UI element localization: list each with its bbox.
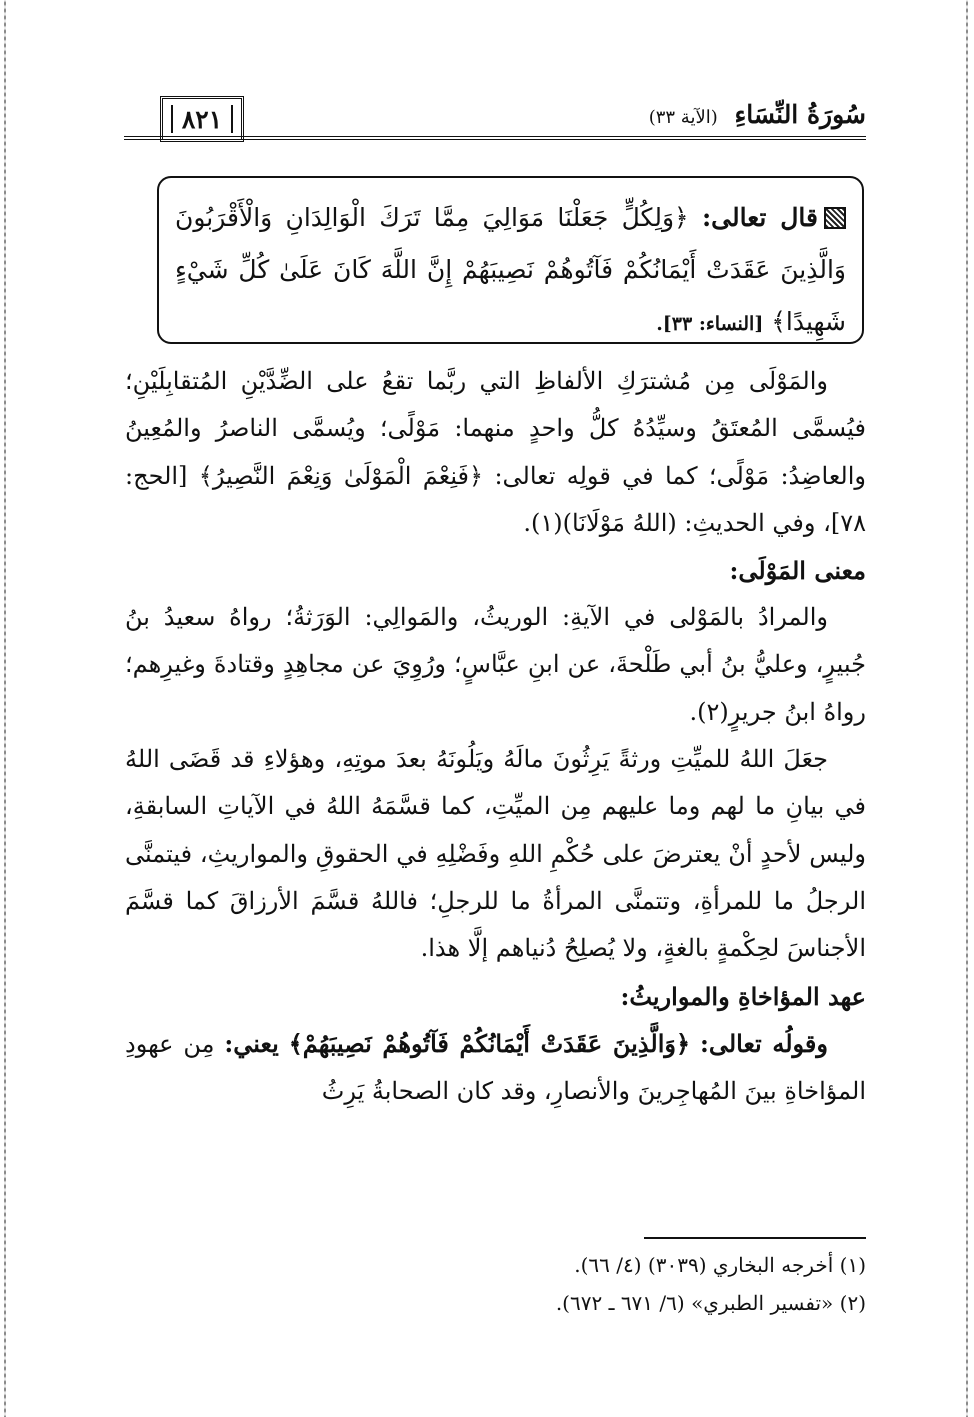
verse-citation: [النساء: ٣٣]. — [656, 313, 764, 335]
lead-phrase: وقولُه تعالى: — [699, 1028, 828, 1058]
paragraph: والمَوْلَى مِن مُشترَكِ الألفاظِ التي ربَّما تقعُ على الضِّدَّيْنِ المُتقابِلَيْنِ؛ فيُسمَّى المُعتَقُ وسيِّدُهُ كلُّ واحدٍ منهما: مَوْلًى؛ ويُسمَّى الناصرُ والمُعِينُ والعاضِدُ: مَوْلًى؛ كما في قولِه تعالى: ﴿فَنِعْمَ الْمَوْلَىٰ وَنِعْمَ النَّصِيرُ﴾ [الحج: ٧٨]، وفي الحديثِ: (اللهُ مَوْلَانَا)(١). — [125, 367, 866, 537]
ornament-icon — [824, 207, 846, 229]
paragraph: والمرادُ بالمَوْلى في الآيةِ: الوريثُ، والمَوالِي: الوَرَثةُ؛ رواهُ سعيدُ بنُ جُبيرٍ، وعليُّ بنُ أبي طَلْحةَ، عن ابنِ عبَّاسٍ؛ ورُوِيَ عن مجاهِدٍ وقتادةَ وغيرِهم؛ رواهُ ابنُ جريرٍ(٢). — [125, 603, 866, 726]
paragraph-text: مِن عهودِ المؤاخاةِ بينَ المُهاجِرينَ والأنصارِ، وقد كان الصحابةُ يَرِثُ — [125, 1029, 866, 1105]
verse-box — [157, 176, 864, 344]
footnote-rule — [644, 1237, 866, 1239]
footnote: (١) أخرجه البخاري (٣٠٣٩) (٤/ ٦٦). — [574, 1253, 866, 1277]
section-heading: معنى المَوْلَى: — [729, 556, 866, 586]
paragraph — [125, 1020, 866, 1116]
lead-phrase: يعني: — [224, 1028, 279, 1058]
surah-title: سُورَةُ النِّسَاءِ — [734, 100, 866, 129]
footnotes — [140, 1246, 866, 1322]
verse-intro: قال تعالى: — [701, 203, 818, 232]
header-rule — [124, 136, 866, 140]
paragraph: جعَلَ اللهُ للميِّتِ ورثةً يَرِثُونَ مالَهُ ويَلُونَهُ بعدَ موتِهِ، وهؤلاءِ قد قَضَى اللهُ في بيانِ ما لهم وما عليهم مِن الميِّتِ، كما قسَّمَهُ اللهُ في الآياتِ السابقةِ، وليس لأحدٍ أنْ يعترضَ على حُكْمِ اللهِ وفَضْلِهِ في الحقوقِ والمواريثِ، فيتمنَّى الرجلُ ما للمرأةِ، وتتمنَّى المرأةُ ما للرجلِ؛ فاللهُ قسَّمَ الأرزاقَ كما قسَّمَ الأجناسَ لحِكْمةٍ بالغةٍ، ولا يُصلِحُ دُنياهم إلَّا هذا. — [125, 745, 866, 963]
ayah-reference: (الآية ٣٣) — [648, 107, 718, 128]
verse-text: ﴿وَلِكُلٍّ جَعَلْنَا مَوَالِيَ مِمَّا تَرَكَ الْوَالِدَانِ وَالْأَقْرَبُونَ وَالَّذِينَ عَقَدَتْ أَيْمَانُكُمْ فَآتُوهُمْ نَصِيبَهُمْ إِنَّ اللَّهَ كَانَ عَلَىٰ كُلِّ شَيْءٍ شَهِيدًا﴾ — [175, 203, 846, 336]
scan-edge-left — [4, 0, 6, 1417]
page-number: ٨٢١ — [181, 104, 223, 134]
page-header — [160, 96, 866, 156]
running-title — [649, 100, 866, 129]
section-heading: عهد المؤاخاةِ والمواريثُ: — [620, 981, 866, 1011]
quran-quote: ﴿وَالَّذِينَ عَقَدَتْ أَيْمَانُكُمْ فَآتُوهُمْ نَصِيبَهُمْ﴾ — [288, 1028, 691, 1058]
main-text — [125, 358, 866, 1115]
scan-edge-right — [966, 0, 968, 1417]
verse-paragraph — [175, 192, 846, 350]
footnote: (٢) «تفسير الطبري» (٦/ ٦٧١ ـ ٦٧٢). — [555, 1291, 866, 1315]
